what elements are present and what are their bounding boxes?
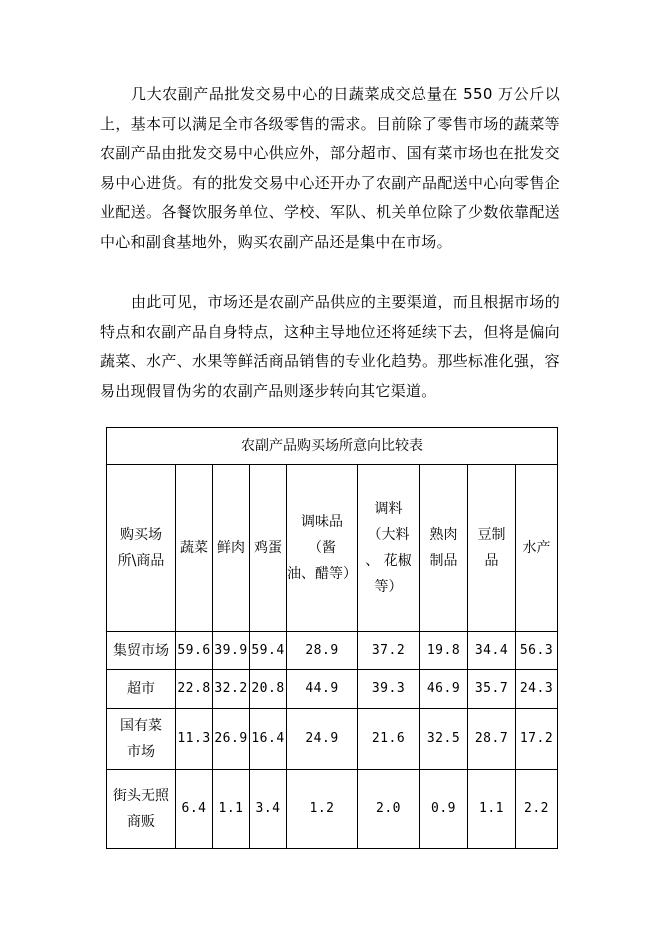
column-header <box>250 465 287 632</box>
table-cell: 0.9 <box>420 770 468 849</box>
table-cell: 19.8 <box>420 632 468 670</box>
table-cell: 24.3 <box>516 670 558 709</box>
header-line: 品 <box>484 553 499 569</box>
table-cell: 16.4 <box>250 709 287 770</box>
paragraph-1: 几大农副产品批发交易中心的日蔬菜成交总量在 550 万公斤以上，基本可以满足全市各级零售的需求。目前除了零售市场的蔬菜等农副产品由批发交易中心供应外，部分超市、国有菜市场也在批发交易中心进货。有的批发交易中心还开办了农副产品配送中心向零售企业配送。各餐饮服务单位、学校、军队、机关单位除了少数依靠配送中心和副食基地外，购买农副产品还是集中在市场。 <box>100 85 560 251</box>
header-row <box>107 465 558 632</box>
header-line: 调味品 <box>301 514 343 530</box>
row-label-line: 商贩 <box>127 814 155 830</box>
corner-line: 所\商品 <box>117 553 165 569</box>
table-cell: 59.4 <box>250 632 287 670</box>
corner-header <box>107 465 176 632</box>
header-line: 油、醋等） <box>287 566 357 582</box>
column-header <box>420 465 468 632</box>
table-cell: 35.7 <box>468 670 516 709</box>
row-label-line: 集贸市场 <box>113 642 169 659</box>
header-line: 熟肉 <box>429 527 458 543</box>
table-cell: 24.9 <box>287 709 358 770</box>
table-cell: 1.1 <box>213 770 250 849</box>
header-line: 水产 <box>522 540 551 556</box>
table-row <box>107 670 558 709</box>
row-label <box>107 670 176 709</box>
table-cell: 6.4 <box>176 770 213 849</box>
table-row <box>107 632 558 670</box>
paragraph-2: 由此可见，市场还是农副产品供应的主要渠道，而且根据市场的特点和农副产品自身特点，这种主导地位还将延续下去，但将是偏向蔬菜、水产、水果等鲜活商品销售的专业化趋势。那些标准化强，容易出现假冒伪劣的农副产品则逐步转向其它渠道。 <box>100 293 560 400</box>
row-label <box>107 632 176 670</box>
header-line: 鲜肉 <box>217 540 245 556</box>
table-cell: 34.4 <box>468 632 516 670</box>
header-line: 调料 <box>374 501 403 517</box>
table-cell: 11.3 <box>176 709 213 770</box>
table-cell: 22.8 <box>176 670 213 709</box>
table-cell: 3.4 <box>250 770 287 849</box>
column-header <box>516 465 558 632</box>
column-header <box>176 465 213 632</box>
row-label <box>107 770 176 849</box>
row-label <box>107 709 176 770</box>
header-line: 鸡蛋 <box>254 540 282 556</box>
table-cell: 28.9 <box>287 632 358 670</box>
header-line: （酱 <box>308 540 336 556</box>
table-cell: 46.9 <box>420 670 468 709</box>
column-header <box>287 465 358 632</box>
table-cell: 17.2 <box>516 709 558 770</box>
table-row <box>107 770 558 849</box>
table-cell: 1.2 <box>287 770 358 849</box>
comparison-table <box>106 427 558 849</box>
table-cell: 1.1 <box>468 770 516 849</box>
table-cell: 2.2 <box>516 770 558 849</box>
header-line: 制品 <box>429 553 458 569</box>
header-line: 蔬菜 <box>180 540 208 556</box>
table-cell: 26.9 <box>213 709 250 770</box>
row-label-line: 街头无照 <box>113 788 169 804</box>
table-row <box>107 709 558 770</box>
table-cell: 28.7 <box>468 709 516 770</box>
row-label-line: 超市 <box>127 681 155 697</box>
table-title: 农副产品购买场所意向比较表 <box>107 428 558 465</box>
table-cell: 39.9 <box>213 632 250 670</box>
column-header <box>213 465 250 632</box>
table-cell: 44.9 <box>287 670 358 709</box>
table-cell: 21.6 <box>358 709 420 770</box>
table-cell: 59.6 <box>176 632 213 670</box>
table-cell: 39.3 <box>358 670 420 709</box>
header-line: 等） <box>374 579 403 595</box>
table-cell: 56.3 <box>516 632 558 670</box>
table-cell: 32.2 <box>213 670 250 709</box>
table-cell: 20.8 <box>250 670 287 709</box>
corner-line: 购买场 <box>120 527 162 543</box>
table-cell: 32.5 <box>420 709 468 770</box>
header-line: （大料 <box>367 527 410 543</box>
table-cell: 37.2 <box>358 632 420 670</box>
header-line: 豆制 <box>477 527 506 543</box>
header-line: 、 花椒 <box>365 553 412 569</box>
column-header <box>358 465 420 632</box>
table-cell: 2.0 <box>358 770 420 849</box>
column-header <box>468 465 516 632</box>
row-label-line: 国有菜 <box>120 718 162 734</box>
row-label-line: 市场 <box>127 744 155 760</box>
